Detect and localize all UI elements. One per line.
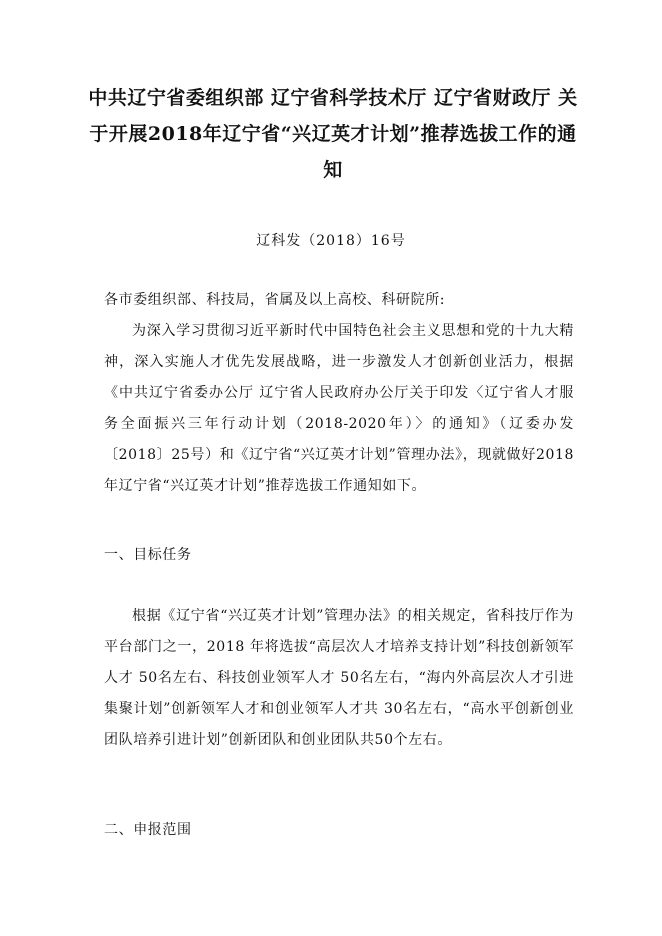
section-heading-1: 一、目标任务: [104, 547, 192, 563]
salutation: 各市委组织部、科技局，省属及以上高校、科研院所:: [104, 292, 446, 308]
body-paragraph-1: 为深入学习贯彻习近平新时代中国特色社会主义思想和党的十九大精神，深入实施人才优先发展战略，进一步激发人才创新创业活力，根据《中共辽宁省委办公厅 辽宁省人民政府办公厅关于印发〈辽宁省人才服务全面振兴三年行动计划（2018-2020年）〉的通知》（辽委办发〔2018〕25号）和《辽宁省“兴辽英才计划”管理办法》，现就做好2018年辽宁省“兴辽英才计划”推荐选拔工作通知如下。: [104, 323, 574, 494]
document-title: 中共辽宁省委组织部 辽宁省科学技术厅 辽宁省财政厅 关于开展2018年辽宁省“兴辽英才计划”推荐选拔工作的通知: [88, 87, 578, 181]
document-number: 辽科发（2018）16号: [256, 233, 406, 249]
body-paragraph-2: 根据《辽宁省“兴辽英才计划”管理办法》的相关规定，省科技厅作为平台部门之一，2018 年将选拔“高层次人才培养支持计划”科技创新领军人才 50名左右、科技创业领军人才 50名左右，“海内外高层次人才引进集聚计划”创新领军人才和创业领军人才共 30名左右，“高水平创新创业团队培养引进计划”创新团队和创业团队共50个左右。: [104, 608, 574, 748]
section-heading-2: 二、申报范围: [104, 822, 192, 838]
